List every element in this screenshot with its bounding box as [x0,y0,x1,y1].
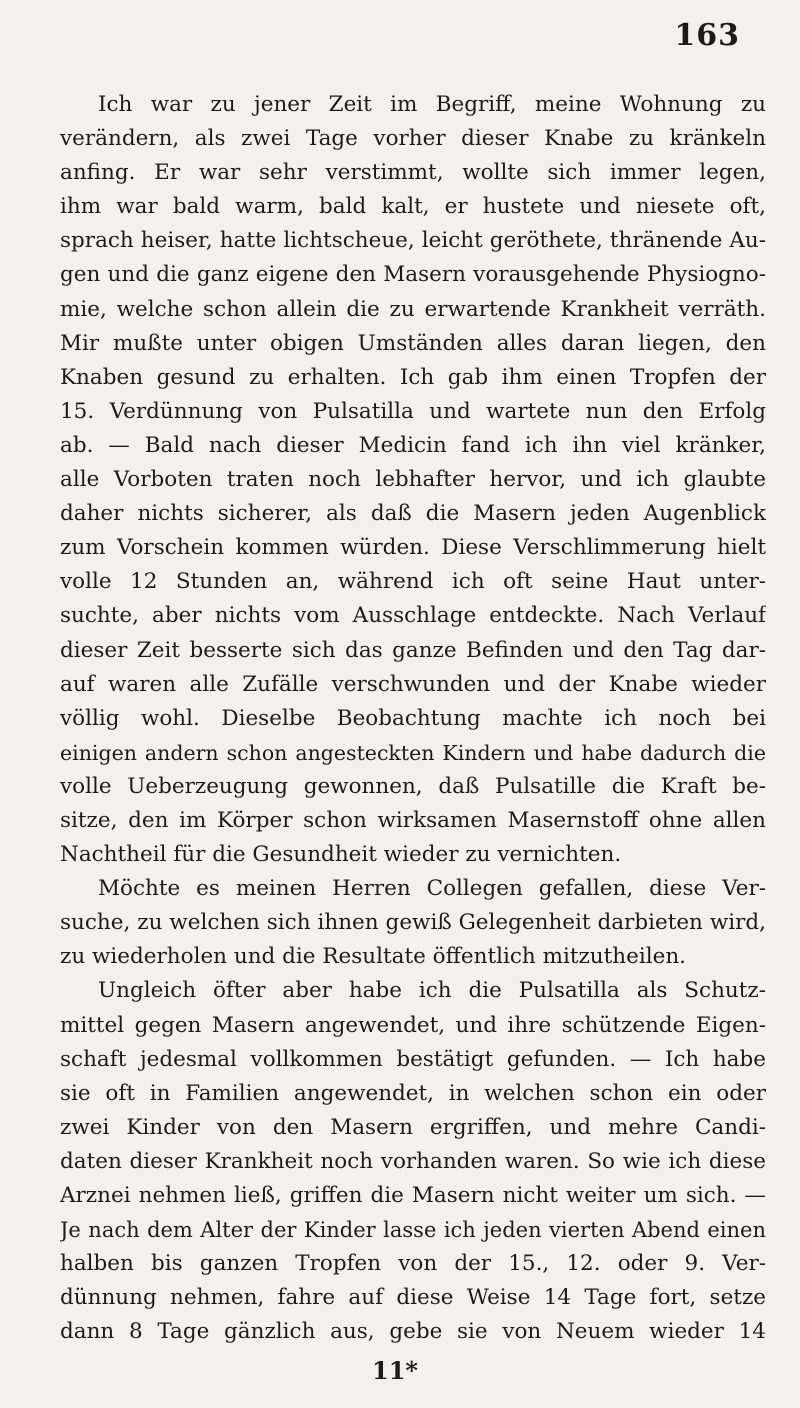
text-line: dieser Zeit besserte sich das ganze Befinden und den Tag dar- [60,637,766,663]
text-line: halben bis ganzen Tropfen von der 15., 12. oder 9. Ver- [60,1251,766,1277]
text-line: Mir mußte unter obigen Umständen alles daran liegen, den [60,330,766,356]
text-line: sitze, den im Körper schon wirksamen Masernstoff ohne allen [60,807,766,833]
text-line: anfing. Er war sehr verstimmt, wollte sich immer legen, [60,160,766,186]
text-line: zum Vorschein kommen würden. Diese Verschlimmerung hielt [60,535,766,561]
text-line: zu wiederholen und die Resultate öffentlich mitzutheilen. [60,944,687,970]
text-line: zwei Kinder von den Masern ergriffen, und mehre Candi- [60,1114,766,1140]
signature-mark: 11* [372,1356,418,1385]
text-line: verändern, als zwei Tage vorher dieser Knabe zu kränkeln [60,126,766,152]
text-line: alle Vorboten traten noch lebhafter hervor, und ich glaubte [60,467,766,493]
text-line: daher nichts sicherer, als daß die Masern jeden Augenblick [60,501,766,527]
text-line: Arznei nehmen ließ, griffen die Masern nicht weiter um sich. — [60,1183,766,1208]
text-line: dann 8 Tage gänzlich aus, gebe sie von Neuem wieder 14 [60,1319,766,1345]
text-line: Knaben gesund zu erhalten. Ich gab ihm einen Tropfen der [60,364,766,390]
text-line: dünnung nehmen, fahre auf diese Weise 14 Tage fort, setze [60,1285,766,1311]
text-line: gen und die ganz eigene den Masern vorausgehende Physiogno- [60,262,766,288]
text-line: Ich war zu jener Zeit im Begriff, meine Wohnung zu [98,92,766,117]
text-line: Ungleich öfter aber habe ich die Pulsatilla als Schutz- [98,978,766,1004]
text-line: suchte, aber nichts vom Ausschlage entdeckte. Nach Verlauf [60,603,766,629]
text-line: sie oft in Familien angewendet, in welchen schon ein oder [60,1080,766,1106]
text-line: volle Ueberzeugung gewonnen, daß Pulsatille die Kraft be- [60,773,766,799]
text-line: auf waren alle Zufälle verschwunden und der Knabe wieder [60,671,766,697]
text-line: Je nach dem Alter der Kinder lasse ich jeden vierten Abend einen [60,1218,766,1243]
text-line: 15. Verdünnung von Pulsatilla und wartete nun den Erfolg [60,398,766,424]
text-line: mie, welche schon allein die zu erwartende Krankheit verräth. [60,296,766,322]
text-line: schaft jedesmal vollkommen bestätigt gefunden. — Ich habe [60,1046,766,1072]
text-line: daten dieser Krankheit noch vorhanden waren. So wie ich diese [60,1148,766,1174]
page-number: 163 [674,18,740,53]
text-line: Möchte es meinen Herren Collegen gefallen, diese Ver- [98,876,766,902]
text-line: mittel gegen Masern angewendet, und ihre schützende Eigen- [60,1012,766,1038]
body-text [60,88,766,1349]
text-line: ihm war bald warm, bald kalt, er hustete und niesete oft, [60,194,766,220]
text-line: suche, zu welchen sich ihnen gewiß Gelegenheit darbieten wird, [60,910,766,936]
text-line: einigen andern schon angesteckten Kindern und habe dadurch die [60,740,766,765]
text-line: ab. — Bald nach dieser Medicin fand ich ihn viel kränker, [60,432,766,458]
text-line: Nachtheil für die Gesundheit wieder zu vernichten. [60,842,622,868]
text-line: völlig wohl. Dieselbe Beobachtung machte ich noch bei [60,705,766,731]
text-line: sprach heiser, hatte lichtscheue, leicht geröthete, thränende Au- [60,228,766,254]
text-line: volle 12 Stunden an, während ich oft seine Haut unter- [60,569,766,595]
